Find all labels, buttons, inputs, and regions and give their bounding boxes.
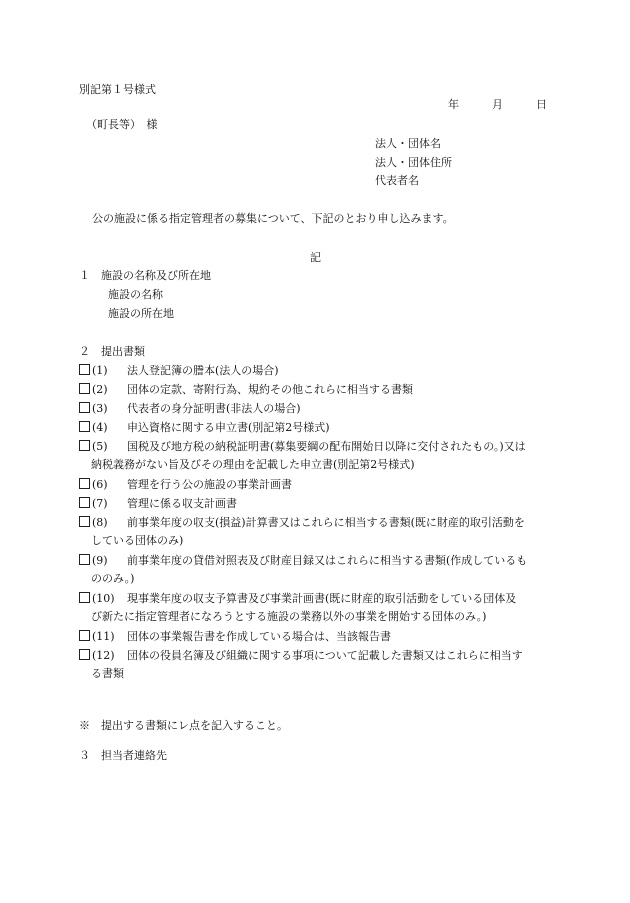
item-text-continued: ののみ。) xyxy=(91,572,135,585)
list-item xyxy=(79,495,551,513)
item-text-continued: している団体のみ) xyxy=(91,534,184,547)
list-item xyxy=(79,590,551,626)
facility-name-label: 施設の名称 xyxy=(108,288,163,301)
item-number-label: (2) xyxy=(92,383,108,396)
item-number-label: (3) xyxy=(92,402,108,415)
checkbox-icon[interactable] xyxy=(79,421,90,432)
date-month: 月 xyxy=(492,98,503,111)
addressee: （町長等） 様 xyxy=(86,118,158,131)
item-number xyxy=(79,362,108,380)
item-number-label: (10) xyxy=(92,592,115,605)
checkbox-icon[interactable] xyxy=(79,478,90,489)
item-text: 管理を行う公の施設の事業計画書 xyxy=(127,478,292,491)
checkbox-icon[interactable] xyxy=(79,497,90,508)
list-item xyxy=(79,552,551,588)
item-number-label: (7) xyxy=(92,497,108,510)
checkbox-icon[interactable] xyxy=(79,440,90,451)
checkbox-icon[interactable] xyxy=(79,592,90,603)
checkbox-icon[interactable] xyxy=(79,649,90,660)
item-number xyxy=(79,628,115,646)
item-number-label: (11) xyxy=(92,630,115,643)
item-number-label: (6) xyxy=(92,478,108,491)
item-number xyxy=(79,419,108,437)
item-text-continued: 納税義務がない旨及びその理由を記載した申立書(別記第2号様式) xyxy=(91,458,415,471)
list-item xyxy=(79,381,551,399)
checkbox-icon[interactable] xyxy=(79,630,90,641)
list-item xyxy=(79,362,551,380)
item-text-continued: び新たに指定管理者になろうとする施設の業務以外の事業を開始する団体のみ。) xyxy=(91,610,487,623)
list-item xyxy=(79,438,551,474)
checkbox-icon[interactable] xyxy=(79,402,90,413)
section3-heading: ３ 担当者連絡先 xyxy=(79,749,167,762)
item-text: 代表者の身分証明書(非法人の場合) xyxy=(127,402,301,415)
date-line xyxy=(448,97,547,113)
item-number xyxy=(79,400,108,418)
item-text-continued: る書類 xyxy=(91,667,124,680)
intro-text: 公の施設に係る指定管理者の募集について、下記のとおり申し込みます。 xyxy=(92,212,454,225)
checkbox-icon[interactable] xyxy=(79,554,90,565)
section2-heading: ２ 提出書類 xyxy=(79,345,145,358)
item-text: 団体の事業報告書を作成している場合は、当該報告書 xyxy=(127,630,391,643)
item-text: 前事業年度の収支(損益)計算書又はこれらに相当する書類(既に財産的取引活動を xyxy=(127,516,525,529)
item-number xyxy=(79,381,108,399)
ki-heading: 記 xyxy=(310,251,321,264)
form-id: 別記第１号様式 xyxy=(79,83,156,96)
section1-heading: １ 施設の名称及び所在地 xyxy=(79,269,211,282)
item-number-label: (4) xyxy=(92,421,108,434)
item-text: 申込資格に関する申立書(別記第2号様式) xyxy=(127,421,330,434)
list-item xyxy=(79,628,551,646)
applicant-rep-label: 代表者名 xyxy=(375,174,419,187)
item-number-label: (5) xyxy=(92,440,108,453)
item-number-label: (12) xyxy=(92,649,115,662)
list-item xyxy=(79,400,551,418)
item-number xyxy=(79,514,108,532)
item-text: 前事業年度の貸借対照表及び財産目録又はこれらに相当する書類(作成しているも xyxy=(127,554,528,567)
item-number-label: (9) xyxy=(92,554,108,567)
facility-location-label: 施設の所在地 xyxy=(108,307,174,320)
list-item xyxy=(79,514,551,550)
date-year: 年 xyxy=(448,98,459,111)
applicant-address-label: 法人・団体住所 xyxy=(375,156,452,169)
applicant-name-label: 法人・団体名 xyxy=(375,137,441,150)
item-number xyxy=(79,590,115,608)
item-text: 団体の定款、寄附行為、規約その他これらに相当する書類 xyxy=(127,383,413,396)
item-number xyxy=(79,647,115,665)
item-number-label: (8) xyxy=(92,516,108,529)
note-text: ※ 提出する書類にレ点を記入すること。 xyxy=(79,719,288,732)
item-text: 法人登記簿の謄本(法人の場合) xyxy=(127,364,279,377)
item-text: 現事業年度の収支予算書及び事業計画書(既に財産的取引活動をしている団体及 xyxy=(127,592,517,605)
list-item xyxy=(79,419,551,437)
checkbox-icon[interactable] xyxy=(79,383,90,394)
item-number xyxy=(79,476,108,494)
date-day: 日 xyxy=(536,98,547,111)
list-item xyxy=(79,476,551,494)
item-number-label: (1) xyxy=(92,364,108,377)
checkbox-icon[interactable] xyxy=(79,516,90,527)
item-number xyxy=(79,438,108,456)
list-item xyxy=(79,647,551,683)
checkbox-icon[interactable] xyxy=(79,364,90,375)
item-text: 団体の役員名簿及び組織に関する事項について記載した書類又はこれらに相当す xyxy=(127,649,523,662)
item-number xyxy=(79,495,108,513)
item-number xyxy=(79,552,108,570)
item-text: 管理に係る収支計画書 xyxy=(127,497,237,510)
item-text: 国税及び地方税の納税証明書(募集要綱の配布開始日以降に交付されたもの。)又は xyxy=(127,440,526,453)
